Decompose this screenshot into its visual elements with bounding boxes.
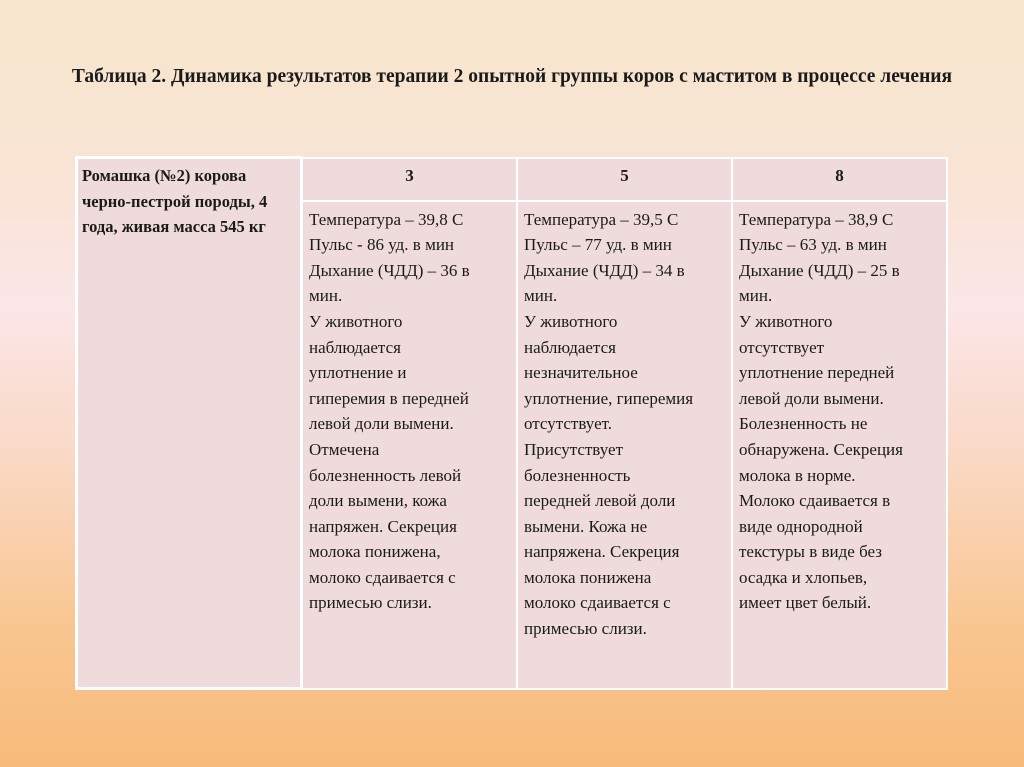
day-3-observations: [302, 201, 518, 689]
subject-cell: Ромашка (№2) корова черно-пестрой породы, 4 года, живая масса 545 кг: [77, 158, 302, 689]
observation-line: левой доли вымени.: [739, 388, 884, 408]
observation-line: примесью слизи.: [309, 593, 432, 613]
observation-line: молоко сдаивается с: [524, 593, 671, 613]
observation-line: Пульс – 63 уд. в мин: [739, 235, 887, 255]
observation-line: незначительное: [524, 363, 638, 383]
observation-line: Температура – 38,9 С: [739, 209, 894, 229]
observation-line: уплотнение передней: [739, 363, 895, 383]
observation-line: доли вымени, кожа: [309, 491, 447, 511]
observation-line: Дыхание (ЧДД) – 25 в: [739, 260, 900, 280]
slide-title: Таблица 2. Динамика результатов терапии 2 опытной группы коров с маститом в процессе лечения: [71, 66, 953, 87]
observation-line: наблюдается: [309, 337, 401, 357]
observation-line: мин.: [524, 286, 558, 306]
observation-line: передней левой доли: [524, 491, 676, 511]
observation-line: вымени. Кожа не: [524, 516, 648, 536]
observation-line: мин.: [739, 286, 773, 306]
observation-line: У животного: [739, 311, 833, 331]
observation-line: Присутствует: [524, 439, 624, 459]
observation-line: гиперемия в передней: [309, 388, 469, 408]
observation-line: Отмечена: [309, 439, 380, 459]
observation-line: левой доли вымени.: [309, 414, 454, 434]
observation-line: У животного: [309, 311, 403, 331]
observation-line: молока в норме.: [739, 465, 856, 485]
observation-line: виде однородной: [739, 516, 863, 536]
observation-line: Молоко сдаивается в: [739, 491, 891, 511]
observation-line: болезненность левой: [309, 465, 462, 485]
day-header: 3: [302, 158, 518, 201]
observation-line: наблюдается: [524, 337, 616, 357]
observation-line: текстуры в виде без: [739, 542, 882, 562]
observation-line: Дыхание (ЧДД) – 34 в: [524, 260, 685, 280]
observation-line: мин.: [309, 286, 343, 306]
observation-line: Пульс - 86 уд. в мин: [309, 235, 455, 255]
observation-line: Пульс – 77 уд. в мин: [524, 235, 672, 255]
therapy-table: [75, 156, 948, 690]
observation-line: напряжена. Секреция: [524, 542, 680, 562]
day-header: 5: [517, 158, 732, 201]
observation-line: отсутствует: [739, 337, 825, 357]
observation-line: обнаружена. Секреция: [739, 439, 903, 459]
observation-line: У животного: [524, 311, 618, 331]
observation-line: болезненность: [524, 465, 631, 485]
observation-line: имеет цвет белый.: [739, 593, 872, 613]
day-header: 8: [732, 158, 947, 201]
observation-line: Болезненность не: [739, 414, 868, 434]
observation-line: Температура – 39,8 С: [309, 209, 464, 229]
day-8-observations: [732, 201, 947, 689]
observation-line: примесью слизи.: [524, 619, 647, 639]
observation-line: молока понижена,: [309, 542, 441, 562]
observation-line: уплотнение и: [309, 363, 407, 383]
observation-line: молоко сдаивается с: [309, 567, 456, 587]
observation-line: молока понижена: [524, 567, 652, 587]
observation-line: осадка и хлопьев,: [739, 567, 868, 587]
observation-line: Температура – 39,5 С: [524, 209, 679, 229]
day-5-observations: [517, 201, 732, 689]
observation-line: напряжен. Секреция: [309, 516, 457, 536]
observation-line: Дыхание (ЧДД) – 36 в: [309, 260, 470, 280]
observation-line: уплотнение, гиперемия: [524, 388, 694, 408]
observation-line: отсутствует.: [524, 414, 613, 434]
